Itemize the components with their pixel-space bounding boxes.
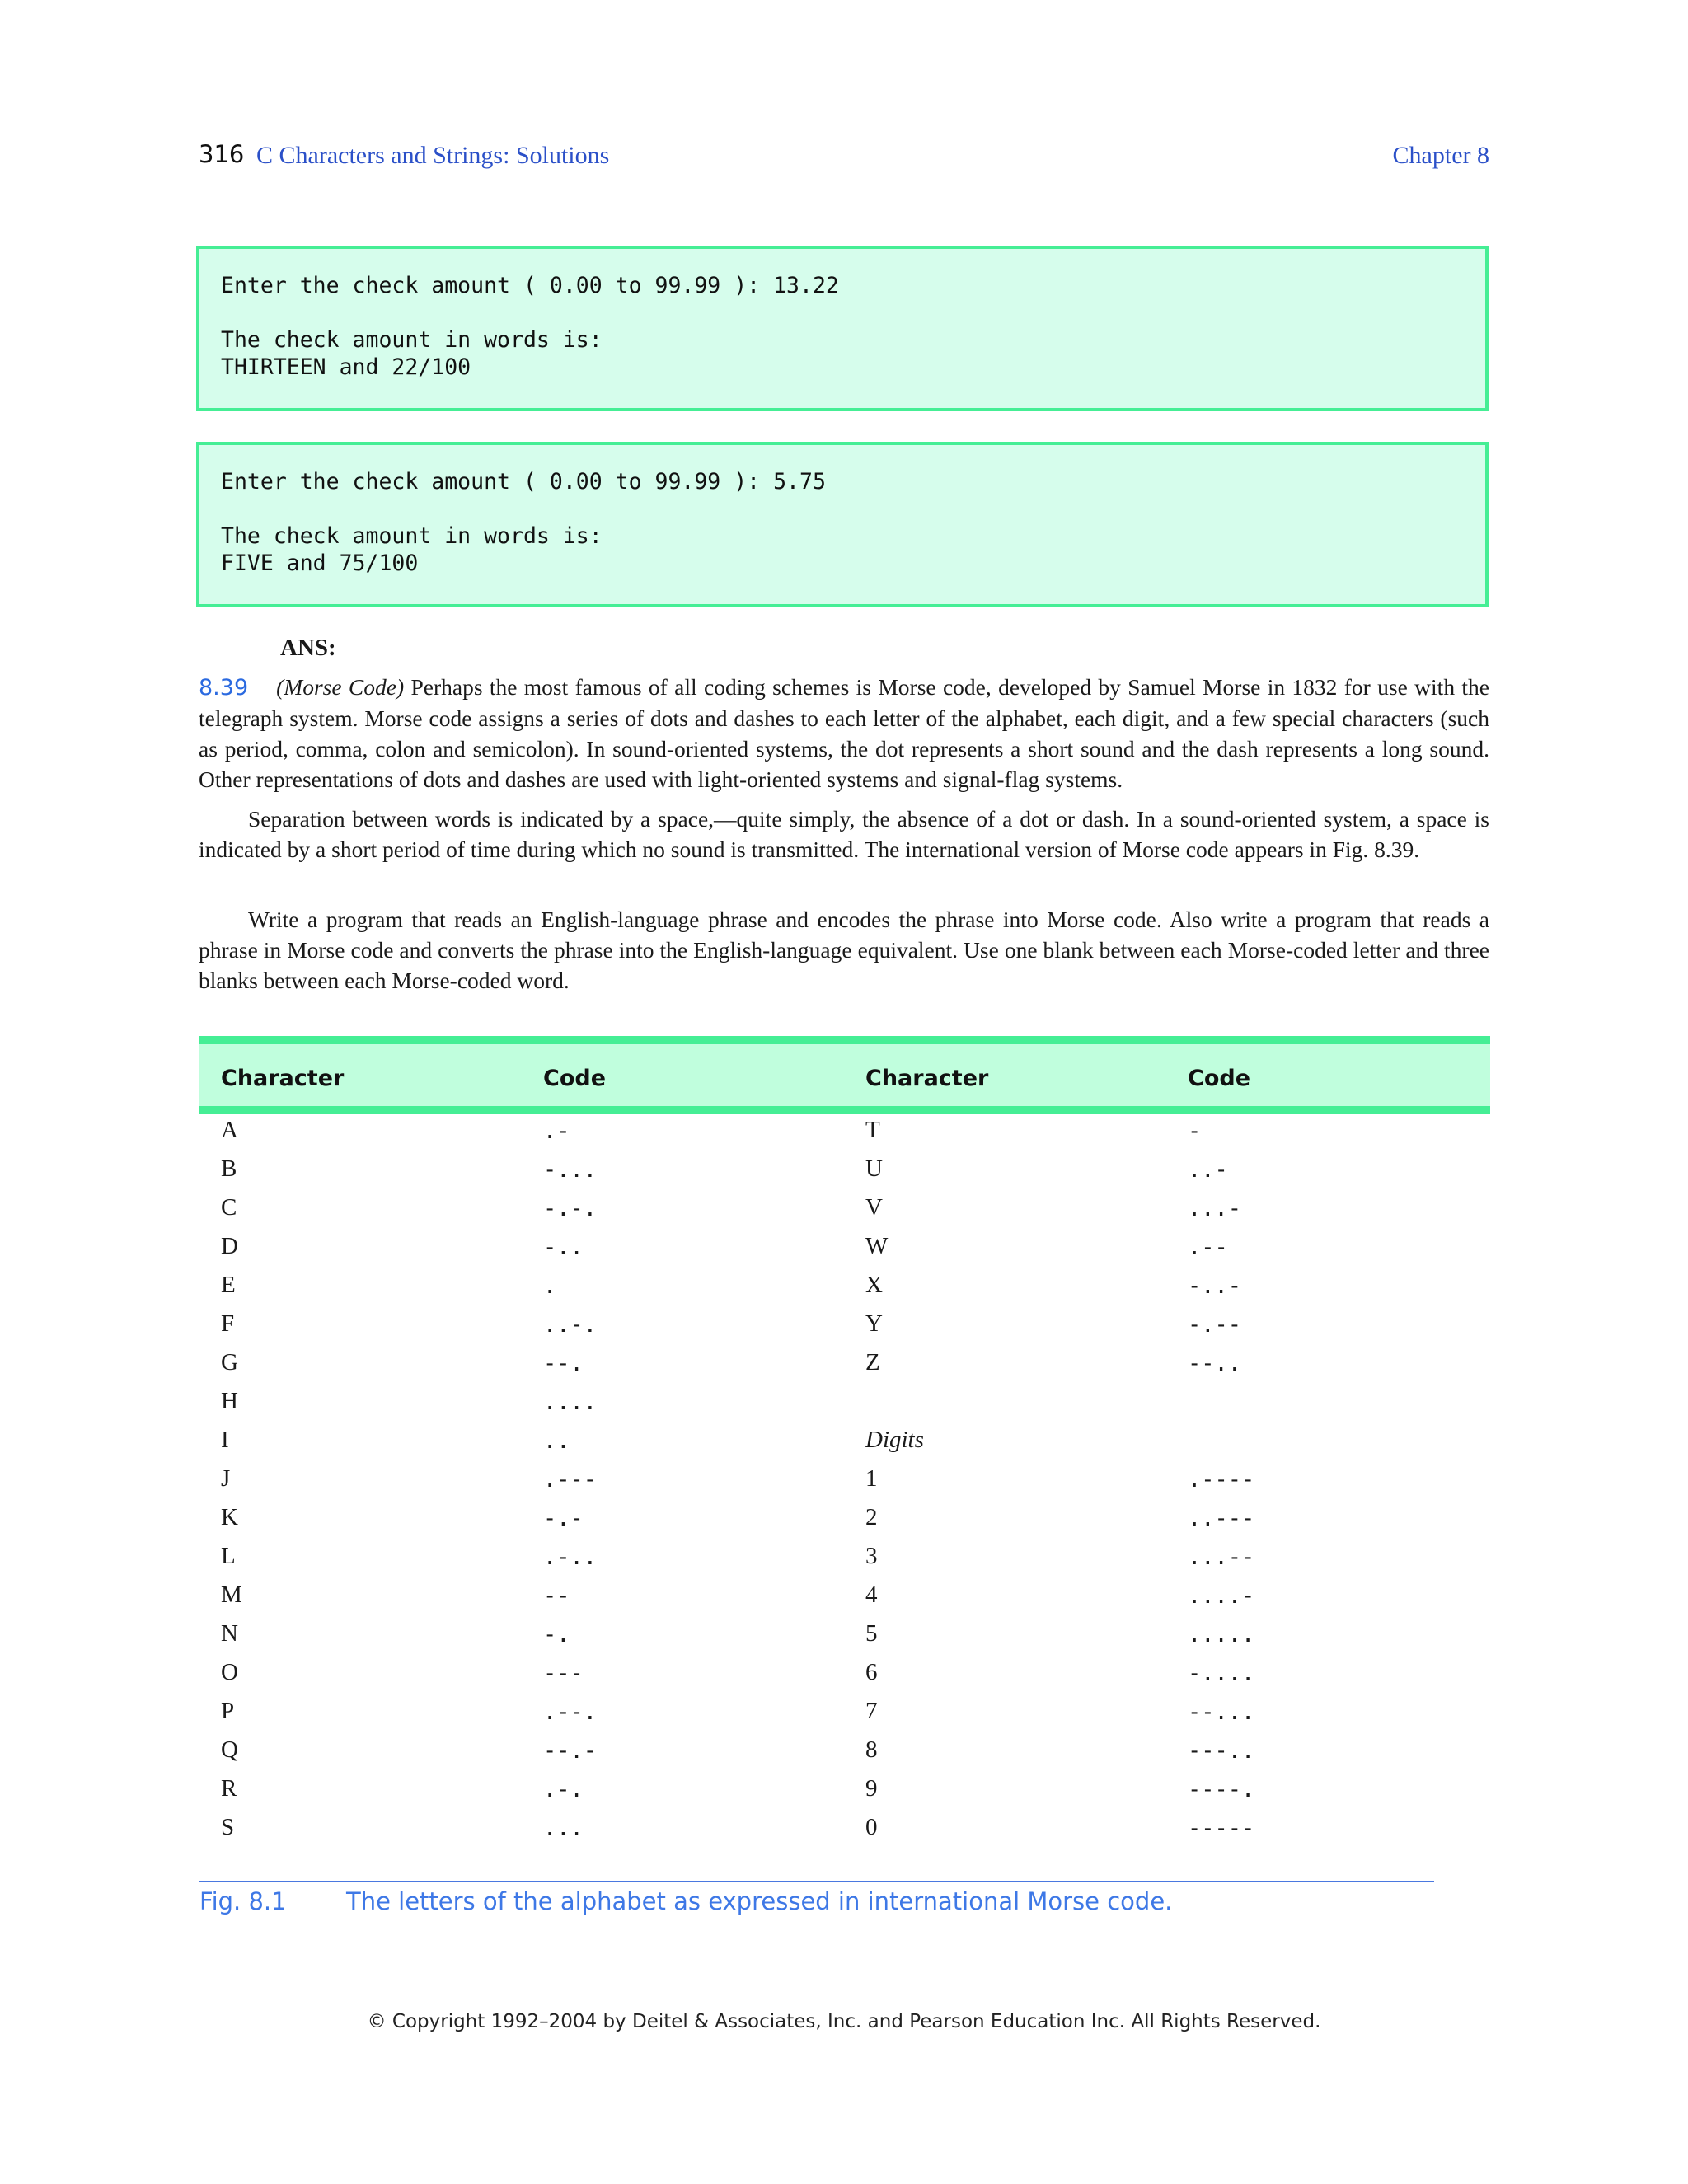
paragraph-text: Perhaps the most famous of all coding schemes is Morse code, developed by Samuel Morse in 1832 for use with the telegraph system. Morse code assigns a series of dots and dashes to each letter of the alphabet, each digit, and a few special characters (such as period, comma, colon and semicolon). In sound-oriented systems, the dot represents a short sound and the dash represents a long sound. Other representations of dots and dashes are used with light-oriented systems and signal-flag systems. <box>199 674 1490 792</box>
character-cell: X <box>865 1272 883 1298</box>
character-cell: F <box>221 1310 235 1337</box>
code-cell: ----. <box>1188 1777 1255 1802</box>
character-cell: 9 <box>865 1775 878 1802</box>
table-row <box>199 1618 1490 1657</box>
morse-table-header <box>199 1036 1490 1114</box>
output-line <box>221 495 1464 523</box>
character-cell: R <box>221 1775 237 1802</box>
character-cell: T <box>865 1117 880 1143</box>
character-cell: U <box>865 1155 883 1182</box>
table-row <box>199 1579 1490 1618</box>
table-row <box>199 1153 1490 1192</box>
table-row <box>199 1114 1490 1153</box>
character-cell: A <box>221 1117 238 1143</box>
character-cell: B <box>221 1155 237 1182</box>
header-character-2: Character <box>865 1066 989 1091</box>
exercise-paragraph-3: Write a program that reads an English-language phrase and encodes the phrase into Morse code. Also write a program that reads a phrase in Morse code and converts the phrase into the English-language equivalent. Use one blank between each Morse-coded letter and three blanks between each Morse-coded word. <box>199 907 1489 993</box>
character-cell: O <box>221 1659 238 1685</box>
exercise-paragraph-2: Separation between words is indicated by a space,—quite simply, the absence of a dot or dash. In a sound-oriented system, a space is indicated by a short period of time during which no sound is transmitted. The international version of Morse code appears in Fig. 8.39. <box>199 806 1489 862</box>
table-row <box>199 1695 1490 1734</box>
code-cell: .. <box>543 1428 570 1454</box>
character-cell: M <box>221 1582 242 1608</box>
page-header <box>199 138 1489 176</box>
morse-table-body <box>199 1114 1490 1850</box>
copyright-footer: © Copyright 1992–2004 by Deitel & Associates, Inc. and Pearson Education Inc. All Rights Reserved. <box>367 2011 1321 2032</box>
table-row <box>199 1230 1490 1269</box>
output-line: Enter the check amount ( 0.00 to 99.99 ): 5.75 <box>221 469 826 494</box>
code-cell: ---.. <box>1188 1738 1255 1764</box>
table-row <box>199 1657 1490 1695</box>
character-cell: K <box>221 1504 238 1530</box>
code-cell: .---- <box>1188 1467 1255 1493</box>
code-cell: ----- <box>1188 1816 1255 1841</box>
code-cell: .--- <box>543 1467 598 1493</box>
character-cell: N <box>221 1620 238 1647</box>
code-cell: --. <box>543 1351 584 1376</box>
page-number: 316 <box>199 140 245 168</box>
code-cell: -.. <box>543 1235 584 1260</box>
code-cell: .--. <box>543 1699 598 1725</box>
code-cell: .- <box>543 1118 570 1144</box>
character-cell: E <box>221 1272 236 1298</box>
table-row <box>199 1269 1490 1308</box>
exercise-paragraph-1 <box>199 672 1489 794</box>
program-output-box-2 <box>196 442 1489 607</box>
code-cell: .-- <box>1188 1235 1228 1260</box>
output-line: The check amount in words is: <box>221 523 603 549</box>
running-title: C Characters and Strings: Solutions <box>256 142 610 169</box>
code-cell: -.... <box>1188 1661 1255 1686</box>
output-line: Enter the check amount ( 0.00 to 99.99 ): 13.22 <box>221 273 839 298</box>
character-cell: I <box>221 1427 229 1453</box>
code-cell: .-. <box>543 1777 584 1802</box>
code-cell: -.-- <box>1188 1312 1242 1338</box>
table-row <box>199 1811 1490 1850</box>
code-cell: ..--- <box>1188 1506 1255 1531</box>
code-cell: ...- <box>1188 1196 1242 1221</box>
character-cell: 7 <box>865 1698 878 1724</box>
exercise-title: (Morse Code) <box>276 674 405 700</box>
character-cell: Q <box>221 1736 238 1763</box>
code-cell: ... <box>543 1816 584 1841</box>
character-cell: Z <box>865 1349 880 1376</box>
table-row <box>199 1385 1490 1424</box>
code-cell: - <box>1188 1118 1202 1144</box>
code-cell: --- <box>543 1661 584 1686</box>
code-cell: ....- <box>1188 1583 1255 1609</box>
character-cell: C <box>221 1194 237 1221</box>
table-row <box>199 1773 1490 1811</box>
code-cell: ..... <box>1188 1622 1255 1647</box>
code-cell: -..- <box>1188 1273 1242 1299</box>
header-code-1: Code <box>543 1066 607 1091</box>
character-cell: Y <box>865 1310 883 1337</box>
code-cell: --.. <box>1188 1351 1242 1376</box>
character-cell: J <box>221 1465 231 1492</box>
character-cell: W <box>865 1233 889 1259</box>
output-line: THIRTEEN and 22/100 <box>221 354 471 380</box>
output-line <box>221 299 1464 326</box>
figure-caption-text: The letters of the alphabet as expressed in international Morse code. <box>346 1887 1173 1915</box>
character-cell: G <box>221 1349 238 1376</box>
code-cell: ..- <box>1188 1157 1228 1183</box>
header-code-2: Code <box>1188 1066 1251 1091</box>
exercise-number: 8.39 <box>199 675 249 701</box>
table-row <box>199 1308 1490 1347</box>
table-row <box>199 1502 1490 1540</box>
character-cell: 6 <box>865 1659 878 1685</box>
output-line: The check amount in words is: <box>221 327 603 353</box>
code-cell: ..-. <box>543 1312 598 1338</box>
figure-rule <box>199 1881 1434 1882</box>
character-cell: P <box>221 1698 235 1724</box>
figure-label: Fig. 8.1 <box>199 1887 287 1915</box>
character-cell: 4 <box>865 1582 878 1608</box>
table-row <box>199 1424 1490 1463</box>
table-row <box>199 1347 1490 1385</box>
code-cell: -. <box>543 1622 570 1647</box>
chapter-label: Chapter 8 <box>1392 142 1489 169</box>
character-cell: S <box>221 1814 235 1840</box>
character-cell: Digits <box>865 1427 924 1453</box>
code-cell: --... <box>1188 1699 1255 1725</box>
table-row <box>199 1463 1490 1502</box>
character-cell: 3 <box>865 1543 878 1569</box>
character-cell: 5 <box>865 1620 878 1647</box>
code-cell: .-.. <box>543 1544 598 1570</box>
code-cell: -- <box>543 1583 570 1609</box>
ans-label: ANS: <box>280 635 336 661</box>
character-cell: D <box>221 1233 238 1259</box>
character-cell: L <box>221 1543 236 1569</box>
code-cell: -... <box>543 1157 598 1183</box>
character-cell: 0 <box>865 1814 878 1840</box>
table-row <box>199 1192 1490 1230</box>
table-row <box>199 1734 1490 1773</box>
character-cell: H <box>221 1388 238 1414</box>
code-cell: .... <box>543 1390 598 1415</box>
character-cell: V <box>865 1194 883 1221</box>
code-cell: ...-- <box>1188 1544 1255 1570</box>
header-character-1: Character <box>221 1066 345 1091</box>
character-cell: 8 <box>865 1736 878 1763</box>
character-cell: 1 <box>865 1465 878 1492</box>
code-cell: -.- <box>543 1506 584 1531</box>
table-row <box>199 1540 1490 1579</box>
program-output-box-1 <box>196 246 1489 411</box>
character-cell: 2 <box>865 1504 878 1530</box>
code-cell: --.- <box>543 1738 598 1764</box>
output-line: FIVE and 75/100 <box>221 551 419 576</box>
code-cell: -.-. <box>543 1196 598 1221</box>
code-cell: . <box>543 1273 557 1299</box>
